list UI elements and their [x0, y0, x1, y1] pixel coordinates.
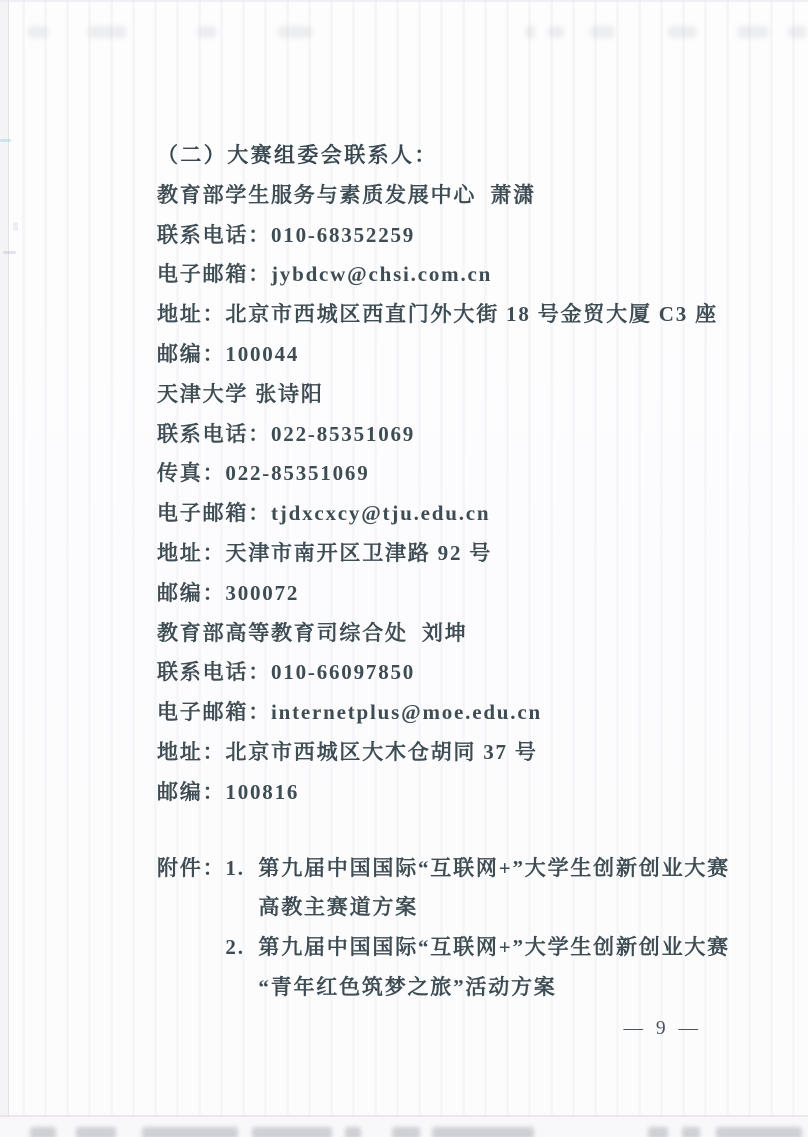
attachment-item — [225, 849, 763, 929]
contact-line: 邮编：300072 — [157, 580, 300, 605]
contact-line: 地址：北京市西城区大木仓胡同 37 号 — [157, 739, 538, 764]
contact-lines — [157, 176, 763, 813]
contact-line: 传真：022-85351069 — [157, 461, 370, 486]
contact-line: 电子邮箱：internetplus@moe.edu.cn — [157, 700, 542, 725]
contact-line: 邮编：100816 — [157, 779, 300, 804]
contact-line: 联系电话：010-66097850 — [157, 660, 416, 685]
contact-line: 邮编：100044 — [157, 341, 300, 366]
attachment-item — [225, 928, 763, 1008]
scan-ghost-text-bottom — [0, 1127, 808, 1137]
contact-line: 天津大学 张诗阳 — [157, 381, 324, 406]
scan-artifact-mark — [13, 222, 18, 231]
attachment-title — [258, 928, 763, 1008]
contact-line: 地址：北京市西城区西直门外大街 18 号金贸大厦 C3 座 — [157, 302, 718, 327]
attachment-title-line1: 第九届中国国际“互联网+”大学生创新创业大赛 — [258, 855, 730, 880]
attachment-number: 1. — [225, 855, 245, 880]
scan-top-edge-line — [0, 0, 808, 2]
page-number: — 9 — — [623, 1017, 702, 1039]
scan-left-edge-line — [8, 0, 9, 1137]
contact-line: 联系电话：010-68352259 — [157, 222, 416, 247]
document-body — [157, 136, 763, 1048]
attachments-block — [157, 849, 763, 1008]
attachment-title-line2: 高教主赛道方案 — [258, 895, 419, 920]
contact-line: 电子邮箱：jybdcw@chsi.com.cn — [157, 262, 493, 287]
attachment-title-line2: “青年红色筑梦之旅”活动方案 — [258, 974, 557, 999]
scan-artifact-mark — [0, 139, 11, 142]
attachment-items — [225, 849, 763, 1008]
attachments-label: 附件： — [157, 855, 226, 880]
contact-line: 电子邮箱：tjdxcxcy@tju.edu.cn — [157, 501, 491, 526]
scan-left-edge-shade — [0, 0, 8, 1137]
attachment-number: 2. — [225, 935, 245, 960]
attachment-title — [258, 849, 763, 929]
contact-line: 教育部高等教育司综合处 刘坤 — [157, 620, 468, 645]
scan-artifact-mark — [3, 251, 16, 254]
section-heading: （二）大赛组委会联系人： — [157, 143, 438, 167]
attachment-title-line1: 第九届中国国际“互联网+”大学生创新创业大赛 — [258, 935, 730, 960]
contact-line: 地址：天津市南开区卫津路 92 号 — [157, 540, 493, 565]
scan-ghost-text-top — [0, 26, 808, 38]
contact-line: 联系电话：022-85351069 — [157, 421, 416, 446]
scan-bottom-strip — [0, 1117, 808, 1137]
contact-line: 教育部学生服务与素质发展中心 萧潇 — [157, 182, 536, 207]
